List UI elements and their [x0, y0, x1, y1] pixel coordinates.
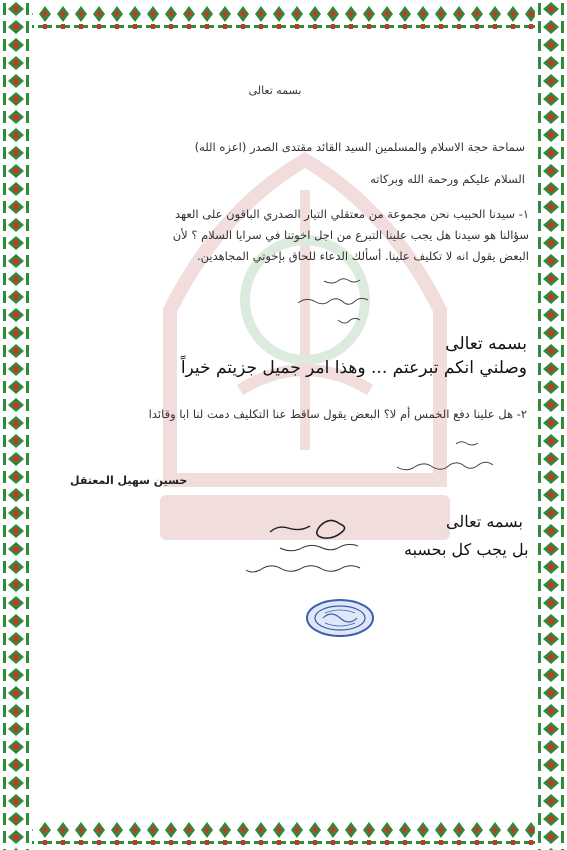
signer-name: حسين سهيل المعتقل: [70, 474, 188, 487]
greeting-line: السلام عليكم ورحمة الله وبركاته: [370, 172, 525, 186]
handwritten-answer-1: [290, 272, 370, 332]
document-heading: بسمه تعالى: [248, 84, 302, 97]
question-1-line: ١- سيدنا الحبيب نحن مجموعة من معتقلي التيار الصدري الباقون على العهد: [175, 207, 529, 221]
official-seal-stamp: [305, 598, 375, 638]
handwritten-answer-2: [368, 435, 498, 480]
addressee-line: سماحة حجة الاسلام والمسلمين السيد القائد مقتدى الصدر (اعزه الله): [194, 140, 525, 154]
decorative-border-right: [535, 0, 567, 850]
question-2: ٢- هل علينا دفع الخمس أم لا؟ البعض يقول ساقط عنا التكليف دمت لنا ابا وقائدا: [148, 407, 527, 421]
answer-2-heading: بسمه تعالى: [446, 512, 523, 531]
handwritten-signature: [240, 512, 370, 587]
decorative-border-top: [0, 0, 567, 34]
question-1-line: سؤالنا هو سيدنا هل يجب علينا التبرع من اجل اخوتنا في سرايا السلام ؟ لأن: [172, 228, 529, 242]
answer-1-text: وصلني انكم تبرعتم ... وهذا امر جميل جزيتم خيراً: [180, 358, 527, 378]
question-1: [39, 204, 529, 267]
answer-2-text: بل يجب كل بحسبه: [404, 540, 529, 559]
decorative-border-left: [0, 0, 32, 850]
answer-1-heading: بسمه تعالى: [445, 334, 527, 354]
question-1-line: البعض يقول انه لا تكليف علينا. أسألك الدعاء للحاق بإخوتي المجاهدين.: [196, 249, 529, 263]
decorative-border-bottom: [0, 816, 567, 850]
